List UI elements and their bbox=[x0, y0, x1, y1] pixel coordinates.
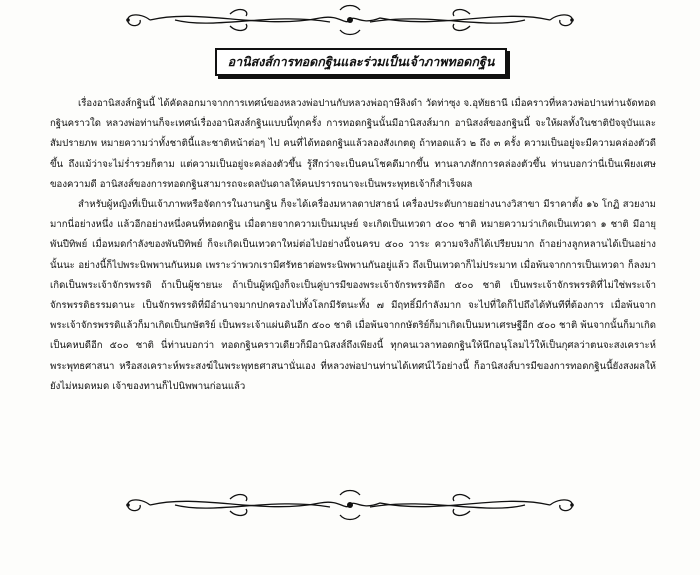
title-frame bbox=[215, 48, 507, 76]
document-body bbox=[50, 94, 656, 397]
document-title: อานิสงส์การทอดกฐินและร่วมเป็นเจ้าภาพทอดกฐิน bbox=[227, 54, 495, 69]
paragraph-2-text: สำหรับผู้หญิงที่เป็นเจ้าภาพหรือจัดการในงานกฐิน ก็จะได้เครื่องมหาลดาปสาธน์ เครื่องประดับกายอย่างนางวิสาขา มีราคาตั้ง ๑๖ โกฏิ สวยงามมากนี่อย่างหนึ่ง แล้วอีกอย่างหนึ่งคนที่ทอดกฐิน เมื่อตายจากความเป็นมนุษย์ จะเกิดเป็นเทวดา ๕๐๐ ชาติ หมายความว่าเกิดเป็นเทวดา ๑ ชาติ มีอายุพันปีทิพย์ เมื่อหมดกำลังของพันปีทิพย์ ก็จะเกิดเป็นเทวดาใหม่ต่อไปอย่างนี้จนครบ ๕๐๐ วาระ ความจริงก็ได้เปรียบมาก ถ้าอย่างลูกหลานได้เป็นอย่างนั้นนะ อย่างนี้ก็ไปพระนิพพานกันหมด เพราะว่าพวกเรามีศรัทธาต่อพระนิพพานกันอยู่แล้ว ถึงเป็นเทวดาก็ไม่ประมาท เมื่อพ้นจากการเป็นเทวดา ก็ลงมาเกิดเป็นพระเจ้าจักรพรรดิ ถ้าเป็นผู้ชายนะ ถ้าเป็นผู้หญิงก็จะเป็นคู่บารมีของพระเจ้าจักรพรรดิอีก ๕๐๐ ชาติ เป็นพระเจ้าจักรพรรดิที่ไม่ใช่พระเจ้าจักรพรรดิธรรมดานะ เป็นจักรพรรดิที่มีอำนาจมากปกครองไปทั้งโลกมีรัตนะทั้ง ๗ มีฤทธิ์มีกำลังมาก จะไปที่ใดก็ไปถึงได้ทันทีที่ต้องการ เมื่อพ้นจากพระเจ้าจักรพรรดิแล้วก็มาเกิดเป็นกษัตริย์ เป็นพระเจ้าแผ่นดินอีก ๕๐๐ ชาติ เมื่อพ้นจากกษัตริย์ก็มาเกิดเป็นมหาเศรษฐีอีก ๕๐๐ ชาติ พ้นจากนั้นก็มาเกิดเป็นคหบดีอีก ๕๐๐ ชาติ นี่ท่านบอกว่า ทอดกฐินคราวเดียวก็มีอานิสงส์ถึงเพียงนี้ ทุกคนเวลาทอดกฐินให้นึกอนุโลมไว้ให้เป็นกุศลว่าตนจะสงเคราะห์พระพุทธศาสนา หรือสงเคราะห์พระสงฆ์ในพระพุทธศาสนานั่นเอง ที่หลวงพ่อปานท่านได้เทศน์ไว้อย่างนี้ ก็อานิสงส์บารมีของการทอดกฐินนี้ยังสงผลให้ยังไม่หมดหมด เจ้าของทานก็ไปนิพพานก่อนแล้ว bbox=[50, 199, 656, 392]
top-ornament-border bbox=[0, 0, 700, 40]
paragraph-1 bbox=[50, 94, 656, 195]
flourish-ornament-icon bbox=[0, 485, 700, 525]
paragraph-1-text: เรื่องอานิสงส์กฐินนี้ ได้คัดลอกมาจากการเทศน์ของหลวงพ่อปานกับหลวงพ่อฤาษีลิงดำ วัดท่าซุง จ.อุทัยธานี เมื่อคราวที่หลวงพ่อปานท่านจัดทอดกฐินคราวใด หลวงพ่อท่านก็จะเทศน์เรื่องอานิสงส์กฐินแบบนี้ทุกครั้ง การทอดกฐินนั้นมีอานิสงส์มาก อานิสงส์ของกฐินนี้ จะให้ผลทั้งในชาติปัจจุบันและสัมปรายภพ หมายความว่าทั้งชาตินี้และชาติหน้าต่อๆ ไป คนที่ได้ทอดกฐินแล้วลองสังเกตดู ถ้าทอดแล้ว ๒ ถึง ๓ ครั้ง ความเป็นอยู่จะมีความคล่องตัวดีขึ้น ถึงแม้ว่าจะไม่ร่ำรวยก็ตาม แต่ความเป็นอยู่จะคล่องตัวขึ้น รู้สึกว่าจะเป็นคนโชคดีมากขึ้น ทานลาภสักการคล่องตัวขึ้น ท่านบอกว่านี่เป็นเพียงเศษของความดี อานิสงส์ของการทอดกฐินสามารถจะดลบันดาลให้คนปรารถนาจะเป็นพระพุทธเจ้าก็สำเร็จผล bbox=[50, 98, 656, 190]
paragraph-2 bbox=[50, 195, 656, 397]
bottom-ornament-border bbox=[0, 485, 700, 525]
flourish-ornament-icon bbox=[0, 0, 700, 40]
